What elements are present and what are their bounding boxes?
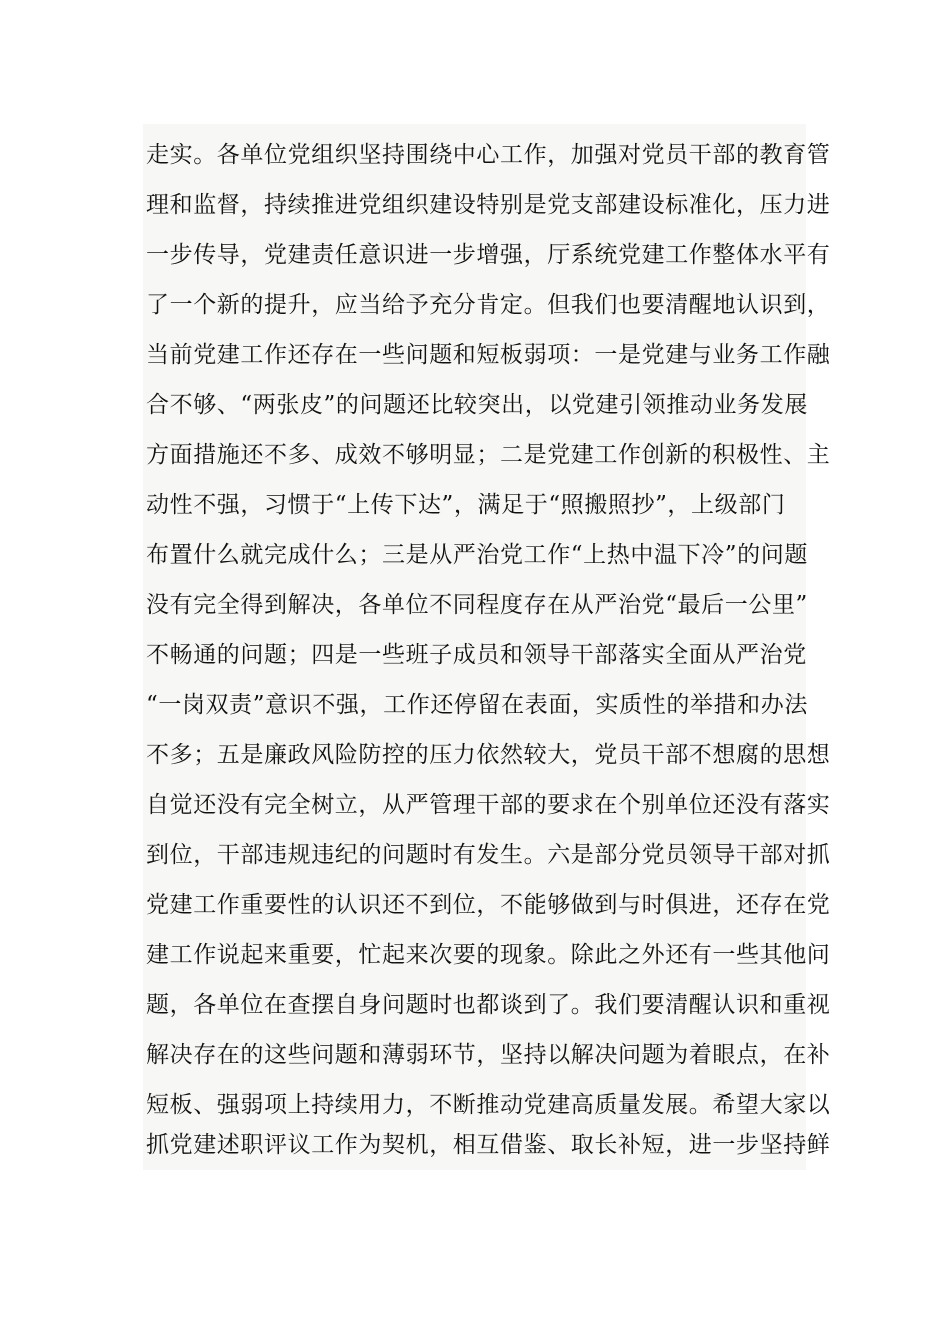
text-line-19: 解决存在的这些问题和薄弱环节，坚持以解决问题为着眼点，在补 [146, 1042, 831, 1068]
text-line-7: 方面措施还不多、成效不够明显；二是党建工作创新的积极性、主 [146, 442, 831, 468]
text-line-12: “一岗双责”意识不强，工作还停留在表面，实质性的举措和办法 [146, 692, 808, 718]
text-line-8: 动性不强，习惯于“上传下达”，满足于“照搬照抄”，上级部门 [146, 492, 786, 518]
text-line-10: 没有完全得到解决，各单位不同程度存在从严治党“最后一公里” [146, 592, 808, 618]
text-line-16: 党建工作重要性的认识还不到位，不能够做到与时俱进，还存在党 [146, 892, 831, 918]
text-line-6: 合不够、“两张皮”的问题还比较突出，以党建引领推动业务发展 [146, 392, 808, 418]
text-line-14: 自觉还没有完全树立，从严管理干部的要求在个别单位还没有落实 [146, 792, 831, 818]
text-line-15: 到位，干部违规违纪的问题时有发生。六是部分党员领导干部对抓 [146, 842, 831, 868]
text-line-3: 一步传导，党建责任意识进一步增强，厅系统党建工作整体水平有 [146, 242, 831, 268]
text-line-5: 当前党建工作还存在一些问题和短板弱项：一是党建与业务工作融 [146, 342, 831, 368]
text-line-4: 了一个新的提升，应当给予充分肯定。但我们也要清醒地认识到， [146, 292, 831, 318]
text-line-18: 题，各单位在查摆自身问题时也都谈到了。我们要清醒认识和重视 [146, 992, 831, 1018]
text-line-1: 走实。各单位党组织坚持围绕中心工作，加强对党员干部的教育管 [146, 142, 831, 168]
text-line-17: 建工作说起来重要，忙起来次要的现象。除此之外还有一些其他问 [146, 942, 831, 968]
text-line-2: 理和监督，持续推进党组织建设特别是党支部建设标准化，压力进 [146, 192, 831, 218]
text-line-9: 布置什么就完成什么；三是从严治党工作“上热中温下冷”的问题 [146, 542, 808, 568]
body-text-block [143, 124, 831, 1170]
text-line-13: 不多；五是廉政风险防控的压力依然较大，党员干部不想腐的思想 [146, 742, 831, 768]
text-line-21: 抓党建述职评议工作为契机，相互借鉴、取长补短，进一步坚持鲜 [146, 1132, 831, 1158]
text-line-11: 不畅通的问题；四是一些班子成员和领导干部落实全面从严治党 [146, 642, 807, 668]
text-line-20: 短板、强弱项上持续用力，不断推动党建高质量发展。希望大家以 [146, 1092, 831, 1118]
